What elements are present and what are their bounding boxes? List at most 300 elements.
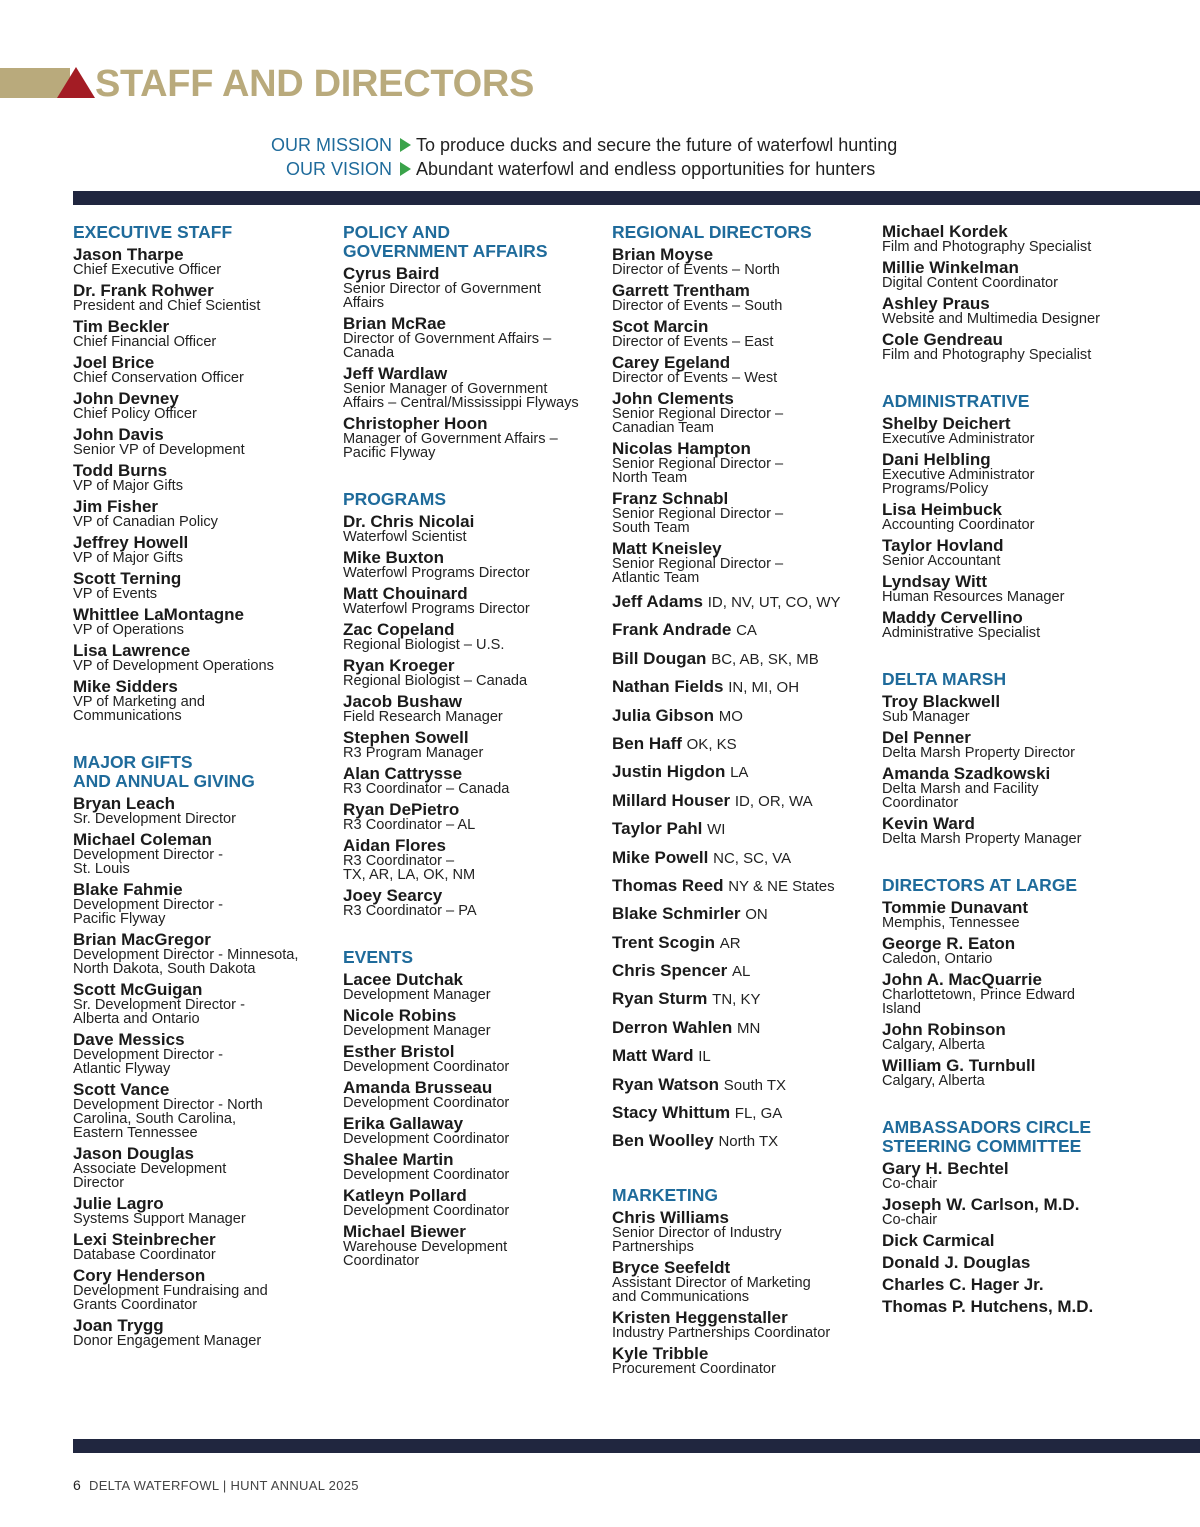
- person-states: South TX: [723, 1076, 787, 1094]
- staff-entry: [73, 1317, 338, 1348]
- person-role: Development Coordinator: [343, 1131, 510, 1147]
- person-name: Bryan Leach: [73, 794, 176, 813]
- section-heading: EXECUTIVE STAFF: [73, 222, 233, 242]
- person-name: Todd Burns: [73, 461, 168, 480]
- page-number: 6: [73, 1477, 82, 1493]
- staff-entry: [882, 1298, 1200, 1315]
- person-role: Senior Accountant: [882, 553, 1001, 569]
- section-directors-at-large: [882, 876, 1200, 1088]
- staff-entry: [343, 265, 608, 310]
- person-name: Erika Gallaway: [343, 1114, 464, 1133]
- person-name: Tim Beckler: [73, 317, 170, 336]
- person-name: Ryan Watson: [612, 1074, 720, 1094]
- person-role: Development Director - North Carolina, South Carolina, Eastern Tennessee: [73, 1097, 263, 1141]
- staff-entry: [73, 931, 338, 976]
- person-name: Carey Egeland: [612, 353, 731, 372]
- person-role: Industry Partnerships Coordinator: [612, 1324, 831, 1341]
- person-name: Taylor Pahl: [612, 819, 703, 839]
- person-name: William G. Turnbull: [882, 1056, 1036, 1075]
- person-role: Senior Manager of Government Affairs – Central/Mississippi Flyways: [343, 381, 579, 411]
- person-name: Joey Searcy: [343, 886, 443, 905]
- person-name: Whittlee LaMontagne: [73, 605, 244, 624]
- state-director-entry: [612, 1132, 874, 1151]
- person-name: Donald J. Douglas: [882, 1253, 1031, 1272]
- person-name: Ryan Kroeger: [343, 656, 455, 675]
- staff-entry: [612, 440, 874, 485]
- state-director-entry: [612, 934, 874, 953]
- page-title: STAFF AND DIRECTORS: [95, 63, 535, 105]
- state-director-entry: [612, 1076, 874, 1095]
- person-role: R3 Coordinator – Canada: [343, 781, 510, 797]
- staff-entry: [343, 971, 608, 1002]
- staff-entry: [73, 831, 338, 876]
- column-1: [73, 223, 338, 1353]
- section-ambassadors: [882, 1118, 1200, 1315]
- person-name: Dani Helbling: [882, 450, 991, 469]
- staff-entry: [882, 899, 1200, 930]
- staff-entry: [882, 729, 1200, 760]
- person-name: Amanda Brusseau: [343, 1078, 493, 1097]
- person-name: Jacob Bushaw: [343, 692, 463, 711]
- person-role: Assistant Director of Marketing and Communications: [612, 1274, 811, 1305]
- person-role: Development Manager: [343, 987, 491, 1003]
- section-regional: [612, 223, 874, 1151]
- person-name: Nicolas Hampton: [612, 439, 751, 458]
- person-role: VP of Development Operations: [73, 658, 274, 674]
- staff-entry: [882, 693, 1200, 724]
- person-name: Aidan Flores: [343, 836, 446, 855]
- state-director-entry: [612, 962, 874, 981]
- person-name: Ben Haff: [612, 733, 682, 753]
- person-role: R3 Program Manager: [343, 745, 484, 761]
- person-name: Dave Messics: [73, 1030, 185, 1049]
- person-role: VP of Major Gifts: [73, 478, 184, 494]
- mission-vision-block: [0, 133, 1200, 181]
- person-role: VP of Major Gifts: [73, 550, 184, 566]
- section-heading: REGIONAL DIRECTORS: [612, 222, 812, 242]
- person-name: Michael Kordek: [882, 222, 1008, 241]
- person-states: AL: [732, 963, 751, 981]
- column-3: [612, 223, 874, 1381]
- staff-entry: [612, 246, 874, 277]
- staff-entry: [612, 1209, 874, 1254]
- person-states: WI: [707, 821, 726, 839]
- mission-text: To produce ducks and secure the future of waterfowl hunting: [416, 134, 898, 155]
- person-states: LA: [730, 764, 749, 782]
- staff-entry: [73, 390, 338, 421]
- person-role: Procurement Coordinator: [612, 1360, 776, 1377]
- staff-entry: [73, 606, 338, 637]
- person-name: Scot Marcin: [612, 317, 709, 336]
- staff-entry: [882, 451, 1200, 496]
- person-name: Millard Houser: [612, 790, 731, 810]
- person-name: Amanda Szadkowski: [882, 764, 1051, 783]
- person-name: Dick Carmical: [882, 1231, 995, 1250]
- person-name: Jason Tharpe: [73, 245, 184, 264]
- person-name: Thomas P. Hutchens, M.D.: [882, 1297, 1094, 1316]
- staff-entry: [882, 223, 1200, 254]
- staff-entry: [612, 490, 874, 535]
- person-name: Shelby Deichert: [882, 414, 1011, 433]
- person-role: Delta Marsh and Facility Coordinator: [882, 781, 1039, 811]
- state-director-entry: [612, 990, 874, 1009]
- person-role: Senior Director of Government Affairs: [343, 281, 541, 311]
- person-name: Michael Coleman: [73, 830, 212, 849]
- person-role: VP of Canadian Policy: [73, 514, 218, 530]
- staff-entry: [73, 981, 338, 1026]
- arrow-right-icon: [400, 162, 411, 176]
- staff-entry: [882, 1232, 1200, 1249]
- staff-entry: [73, 570, 338, 601]
- person-role: Sr. Development Director: [73, 811, 237, 827]
- person-role: R3 Coordinator – TX, AR, LA, OK, NM: [343, 853, 476, 883]
- person-role: Caledon, Ontario: [882, 951, 993, 967]
- person-name: Cyrus Baird: [343, 264, 440, 283]
- person-name: Derron Wahlen: [612, 1017, 733, 1037]
- staff-entry: [73, 534, 338, 565]
- section-major-gifts: [73, 753, 338, 1348]
- person-name: Chris Williams: [612, 1207, 729, 1227]
- person-role: Administrative Specialist: [882, 625, 1041, 641]
- person-name: Maddy Cervellino: [882, 608, 1023, 627]
- person-role: Director of Events – South: [612, 298, 783, 314]
- staff-entry: [73, 498, 338, 529]
- section-administrative: [882, 392, 1200, 640]
- person-role: Memphis, Tennessee: [882, 915, 1020, 931]
- section-programs: [343, 490, 608, 918]
- staff-entry: [612, 1259, 874, 1304]
- arrow-right-icon: [400, 138, 411, 152]
- state-director-entry: [612, 735, 874, 754]
- person-role: Chief Financial Officer: [73, 334, 217, 350]
- person-name: John A. MacQuarrie: [882, 970, 1042, 989]
- staff-entry: [73, 678, 338, 723]
- person-name: Taylor Hovland: [882, 536, 1004, 555]
- person-role: Director of Events – North: [612, 262, 780, 278]
- triangle-logo-icon: [57, 67, 95, 98]
- person-name: Justin Higdon: [612, 762, 726, 782]
- staff-entry: [882, 573, 1200, 604]
- person-role: Development Director - Minnesota, North Dakota, South Dakota: [73, 947, 299, 977]
- person-name: Gary H. Bechtel: [882, 1159, 1009, 1178]
- person-name: Mike Powell: [612, 847, 709, 867]
- staff-entry: [882, 415, 1200, 446]
- person-name: Trent Scogin: [612, 932, 715, 952]
- staff-entry: [882, 331, 1200, 362]
- staff-entry: [343, 585, 608, 616]
- person-name: Frank Andrade: [612, 620, 732, 640]
- person-name: Michael Biewer: [343, 1222, 466, 1241]
- staff-entry: [343, 729, 608, 760]
- person-role: Sr. Development Director - Alberta and Ontario: [73, 997, 245, 1027]
- person-role: Director of Events – West: [612, 370, 778, 386]
- person-name: John Robinson: [882, 1020, 1006, 1039]
- person-name: Nathan Fields: [612, 677, 724, 697]
- section-heading: ADMINISTRATIVE: [882, 391, 1030, 411]
- person-role: Development Manager: [343, 1023, 491, 1039]
- person-name: John Davis: [73, 425, 164, 444]
- person-states: IN, MI, OH: [728, 679, 800, 697]
- state-director-entry: [612, 849, 874, 868]
- person-name: Matt Chouinard: [343, 584, 468, 603]
- person-name: Jeff Adams: [612, 592, 704, 611]
- section-heading: AMBASSADORS CIRCLE STEERING COMMITTEE: [882, 1117, 1092, 1156]
- staff-entry: [882, 1021, 1200, 1052]
- person-name: Cory Henderson: [73, 1266, 206, 1285]
- staff-entry: [73, 282, 338, 313]
- staff-entry: [882, 1160, 1200, 1191]
- person-name: Katleyn Pollard: [343, 1186, 467, 1205]
- person-name: Nicole Robins: [343, 1006, 457, 1025]
- person-name: Lacee Dutchak: [343, 970, 463, 989]
- person-role: Development Coordinator: [343, 1167, 510, 1183]
- staff-entry: [73, 1195, 338, 1226]
- person-name: Alan Cattryssе: [343, 764, 463, 783]
- person-name: Del Penner: [882, 728, 971, 747]
- person-name: John Devney: [73, 389, 179, 408]
- person-states: CA: [736, 622, 757, 640]
- person-role: Senior VP of Development: [73, 442, 245, 458]
- state-director-entry: [612, 877, 874, 896]
- person-name: Kristen Heggenstaller: [612, 1307, 788, 1327]
- person-role: VP of Events: [73, 586, 158, 602]
- person-role: Senior Regional Director – Atlantic Team: [612, 556, 784, 586]
- section-heading: DELTA MARSH: [882, 669, 1007, 689]
- person-role: Accounting Coordinator: [882, 517, 1035, 533]
- section-heading: MAJOR GIFTS AND ANNUAL GIVING: [73, 752, 255, 791]
- person-states: ID, NV, UT, CO, WY: [707, 594, 841, 611]
- person-states: North TX: [718, 1133, 779, 1151]
- section-heading: POLICY AND GOVERNMENT AFFAIRS: [343, 222, 548, 261]
- staff-entry: [343, 549, 608, 580]
- staff-entry: [343, 621, 608, 652]
- staff-entry: [343, 365, 608, 410]
- person-name: Joel Brice: [73, 353, 155, 372]
- staff-entry: [343, 801, 608, 832]
- staff-entry: [612, 1345, 874, 1376]
- section-delta-marsh: [882, 670, 1200, 846]
- person-name: Brian MacGregor: [73, 930, 211, 949]
- person-role: Delta Marsh Property Director: [882, 745, 1076, 761]
- staff-entry: [73, 795, 338, 826]
- section-heading: PROGRAMS: [343, 489, 447, 509]
- person-name: Bryce Seefeldt: [612, 1257, 731, 1277]
- person-name: Blake Schmirler: [612, 904, 741, 924]
- staff-entry: [343, 837, 608, 882]
- publication-name: DELTA WATERFOWL | HUNT ANNUAL 2025: [89, 1478, 359, 1493]
- person-role: Charlottetown, Prince Edward Island: [882, 987, 1076, 1017]
- column-2: [343, 223, 608, 1273]
- staff-entry: [73, 881, 338, 926]
- person-name: Dr. Frank Rohwer: [73, 281, 214, 300]
- person-name: Joan Trygg: [73, 1316, 164, 1335]
- person-name: Chris Spencer: [612, 961, 728, 981]
- top-divider: [73, 191, 1200, 205]
- person-role: Co-chair: [882, 1176, 938, 1192]
- staff-entry: [343, 1043, 608, 1074]
- person-name: Ashley Praus: [882, 294, 990, 313]
- state-director-entry: [612, 1019, 874, 1038]
- page-footer: [73, 1477, 359, 1493]
- person-states: TN, KY: [712, 991, 761, 1009]
- staff-entry: [73, 318, 338, 349]
- staff-entry: [882, 935, 1200, 966]
- staff-entry: [882, 971, 1200, 1016]
- staff-entry: [343, 1187, 608, 1218]
- person-role: Film and Photography Specialist: [882, 239, 1092, 255]
- person-states: MN: [737, 1019, 761, 1037]
- person-role: Regional Biologist – U.S.: [343, 637, 505, 653]
- section-heading: EVENTS: [343, 947, 414, 967]
- staff-entry: [73, 642, 338, 673]
- person-name: Zac Copeland: [343, 620, 455, 639]
- person-role: R3 Coordinator – AL: [343, 817, 476, 833]
- person-role: Director of Government Affairs – Canada: [343, 331, 552, 361]
- staff-entry: [343, 513, 608, 544]
- staff-entry: [882, 295, 1200, 326]
- state-directors-list: [612, 593, 874, 1151]
- person-role: Director of Events – East: [612, 334, 774, 350]
- person-role: Co-chair: [882, 1212, 938, 1228]
- person-name: Lyndsay Witt: [882, 572, 988, 591]
- staff-entry: [882, 1196, 1200, 1227]
- staff-entry: [882, 609, 1200, 640]
- person-role: Executive Administrator Programs/Policy: [882, 467, 1035, 497]
- section-executive: [73, 223, 338, 723]
- person-states: AR: [719, 934, 741, 952]
- person-name: Julie Lagro: [73, 1194, 164, 1213]
- staff-entry: [612, 318, 874, 349]
- state-director-entry: [612, 792, 874, 811]
- vision-row: [0, 157, 1200, 181]
- person-role: Sub Manager: [882, 709, 970, 725]
- person-role: VP of Marketing and Communications: [73, 694, 205, 724]
- staff-entry: [73, 426, 338, 457]
- state-director-entry: [612, 763, 874, 782]
- person-role: Calgary, Alberta: [882, 1037, 985, 1053]
- staff-entry: [343, 1079, 608, 1110]
- section-marketing: [612, 1186, 874, 1376]
- state-director-entry: [612, 678, 874, 697]
- person-role: Development Coordinator: [343, 1095, 510, 1111]
- person-role: Senior Regional Director – North Team: [612, 456, 784, 486]
- person-states: NC, SC, VA: [713, 849, 792, 867]
- person-role: Database Coordinator: [73, 1247, 216, 1263]
- person-role: R3 Coordinator – PA: [343, 903, 477, 919]
- person-name: Mike Buxton: [343, 548, 445, 567]
- section-events: [343, 948, 608, 1268]
- person-name: Matt Kneisley: [612, 539, 722, 558]
- person-name: Dr. Chris Nicolai: [343, 512, 475, 531]
- person-name: Shalee Martin: [343, 1150, 454, 1169]
- person-name: Brian Moyse: [612, 245, 714, 264]
- person-name: Mike Sidders: [73, 677, 178, 696]
- state-director-entry: [612, 905, 874, 924]
- staff-entry: [343, 1115, 608, 1146]
- person-role: Calgary, Alberta: [882, 1073, 985, 1089]
- person-role: Website and Multimedia Designer: [882, 311, 1100, 327]
- state-director-entry: [612, 650, 874, 669]
- staff-entry: [343, 693, 608, 724]
- person-role: Development Coordinator: [343, 1203, 510, 1219]
- person-role: Regional Biologist – Canada: [343, 673, 528, 689]
- person-name: Scott McGuigan: [73, 980, 203, 999]
- section-marketing-cont: [882, 223, 1200, 362]
- person-role: Systems Support Manager: [73, 1211, 246, 1227]
- person-states: OK, KS: [686, 735, 737, 753]
- person-role: Senior Regional Director – Canadian Team: [612, 406, 784, 436]
- person-role: VP of Operations: [73, 622, 184, 638]
- person-role: Film and Photography Specialist: [882, 347, 1092, 363]
- person-states: ON: [745, 906, 768, 924]
- staff-entry: [73, 1031, 338, 1076]
- staff-entry: [73, 1231, 338, 1262]
- person-role: Chief Policy Officer: [73, 406, 197, 422]
- person-role: Digital Content Coordinator: [882, 275, 1059, 291]
- person-name: Jason Douglas: [73, 1144, 194, 1163]
- staff-entry: [882, 537, 1200, 568]
- person-name: Ryan DePietro: [343, 800, 460, 819]
- person-name: Tommie Dunavant: [882, 898, 1029, 917]
- person-role: Associate Development Director: [73, 1161, 227, 1191]
- staff-entry: [882, 259, 1200, 290]
- vision-text: Abundant waterfowl and endless opportunities for hunters: [416, 158, 876, 179]
- person-name: Stacy Whittum: [612, 1103, 731, 1123]
- staff-entry: [882, 1276, 1200, 1293]
- staff-entry: [73, 246, 338, 277]
- person-role: Development Director - Atlantic Flyway: [73, 1047, 224, 1077]
- person-role: Human Resources Manager: [882, 589, 1065, 605]
- staff-entry: [612, 1309, 874, 1340]
- person-name: Joseph W. Carlson, M.D.: [882, 1195, 1080, 1214]
- state-director-entry: [612, 1047, 874, 1066]
- person-name: Esther Bristol: [343, 1042, 455, 1061]
- staff-entry: [882, 815, 1200, 846]
- staff-entry: [343, 315, 608, 360]
- person-name: Lisa Lawrence: [73, 641, 191, 660]
- section-policy: [343, 223, 608, 460]
- staff-entry: [882, 1057, 1200, 1088]
- person-states: FL, GA: [734, 1105, 783, 1123]
- staff-entry: [612, 390, 874, 435]
- state-director-entry: [612, 820, 874, 839]
- person-name: George R. Eaton: [882, 934, 1016, 953]
- person-name: Matt Ward: [612, 1046, 694, 1066]
- person-role: Warehouse Development Coordinator: [343, 1239, 508, 1269]
- section-heading: MARKETING: [612, 1184, 718, 1205]
- person-role: Manager of Government Affairs – Pacific Flyway: [343, 431, 558, 461]
- state-director-entry: [612, 621, 874, 640]
- staff-entry: [73, 462, 338, 493]
- person-name: Scott Vance: [73, 1080, 170, 1099]
- person-role: Chief Executive Officer: [73, 262, 222, 278]
- state-director-entry: [612, 1104, 874, 1123]
- person-name: Jeff Wardlaw: [343, 364, 448, 383]
- staff-entry: [882, 1254, 1200, 1271]
- vision-label: OUR VISION: [285, 158, 392, 179]
- person-states: MO: [718, 707, 743, 725]
- person-name: Bill Dougan: [612, 648, 707, 668]
- person-name: Kyle Tribble: [612, 1343, 709, 1363]
- person-role: Chief Conservation Officer: [73, 370, 244, 386]
- staff-entry: [343, 657, 608, 688]
- person-name: Garrett Trentham: [612, 281, 750, 300]
- person-name: Kevin Ward: [882, 814, 975, 833]
- person-name: Millie Winkelman: [882, 258, 1019, 277]
- staff-entry: [612, 540, 874, 585]
- person-role: Development Director - St. Louis: [73, 847, 224, 877]
- staff-entry: [882, 765, 1200, 810]
